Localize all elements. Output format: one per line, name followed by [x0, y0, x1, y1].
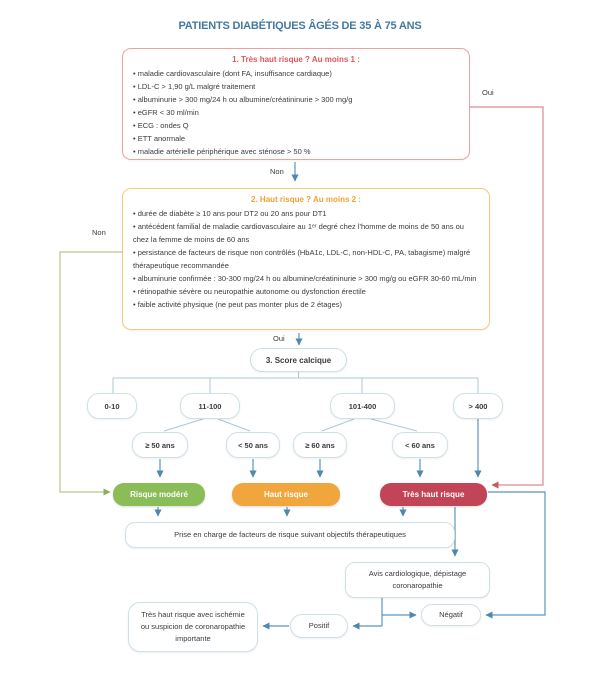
- criteria-item: • ECG : ondes Q: [133, 119, 459, 132]
- score-range-over-400: > 400: [453, 393, 503, 419]
- label-non-step2: Non: [92, 228, 106, 237]
- score-range-0-10: 0-10: [87, 393, 137, 419]
- criteria-item: • antécédent familial de maladie cardiovasculaire au 1ᵉʳ degré chez l'homme de moins de 50 ans ou chez la femme de moins de 60 ans: [133, 220, 479, 246]
- criteria-item: • persistance de facteurs de risque non contrôlés (HbA1c, LDL-C, non-HDL-C, PA, tabagisme) malgré thérapeutique recommandée: [133, 246, 479, 272]
- age-over-50: ≥ 50 ans: [132, 432, 188, 458]
- criteria-item: • LDL-C > 1,90 g/L malgré traitement: [133, 80, 459, 93]
- age-under-50: < 50 ans: [226, 432, 280, 458]
- age-under-60: < 60 ans: [392, 432, 448, 458]
- risk-very-high-badge: Très haut risque: [380, 483, 487, 506]
- very-high-risk-box-title: 1. Très haut risque ? Au moins 1 :: [232, 55, 360, 64]
- high-risk-criteria-box: [122, 188, 490, 330]
- criteria-item: • ETT anormale: [133, 132, 459, 145]
- criteria-item: • albuminurie confirmée : 30-300 mg/24 h ou albumine/créatininurie > 300 mg/g ou eGFR 30-60 mL/min: [133, 272, 479, 285]
- very-high-risk-criteria-list: [133, 67, 459, 158]
- criteria-item: • maladie cardiovasculaire (dont FA, insuffisance cardiaque): [133, 67, 459, 80]
- cardio-advice-box: Avis cardiologique, dépistage coronaropathie: [345, 562, 490, 598]
- high-risk-box-title: 2. Haut risque ? Au moins 2 :: [251, 195, 361, 204]
- negative-result-box: Négatif: [421, 604, 481, 626]
- high-risk-criteria-list: [133, 207, 479, 311]
- score-range-11-100: 11-100: [180, 393, 240, 419]
- criteria-item: • rétinopathie sévère ou neuropathie autonome ou dysfonction érectile: [133, 285, 479, 298]
- risk-high-badge: Haut risque: [232, 483, 340, 506]
- label-oui-step1: Oui: [482, 88, 494, 97]
- very-high-risk-criteria-box: [122, 48, 470, 160]
- age-over-60: ≥ 60 ans: [293, 432, 347, 458]
- score-range-101-400: 101-400: [330, 393, 395, 419]
- criteria-item: • maladie artérielle périphérique avec sténose > 50 %: [133, 145, 459, 158]
- page-title: PATIENTS DIABÉTIQUES ÂGÉS DE 35 À 75 ANS: [178, 20, 422, 32]
- criteria-item: • albuminurie > 300 mg/24 h ou albumine/créatininurie > 300 mg/g: [133, 93, 459, 106]
- label-oui-step2: Oui: [273, 334, 285, 343]
- score-tree-lines: [113, 372, 478, 431]
- criteria-item: • eGFR < 30 ml/min: [133, 106, 459, 119]
- label-non-step1: Non: [270, 167, 284, 176]
- criteria-item: • faible activité physique (ne peut pas monter plus de 2 étages): [133, 298, 479, 311]
- non-loop-green-line: [60, 252, 122, 492]
- criteria-item: • durée de diabète ≥ 10 ans pour DT2 ou 20 ans pour DT1: [133, 207, 479, 220]
- ischemia-very-high-risk-box: Très haut risque avec ischémie ou suspicion de coronaropathie importante: [128, 602, 258, 652]
- positive-result-box: Positif: [290, 614, 348, 638]
- risk-moderate-badge: Risque modéré: [113, 483, 205, 506]
- management-box: Prise en charge de facteurs de risque suivant objectifs thérapeutiques: [125, 522, 455, 548]
- score-calcique-box: 3. Score calcique: [250, 348, 347, 372]
